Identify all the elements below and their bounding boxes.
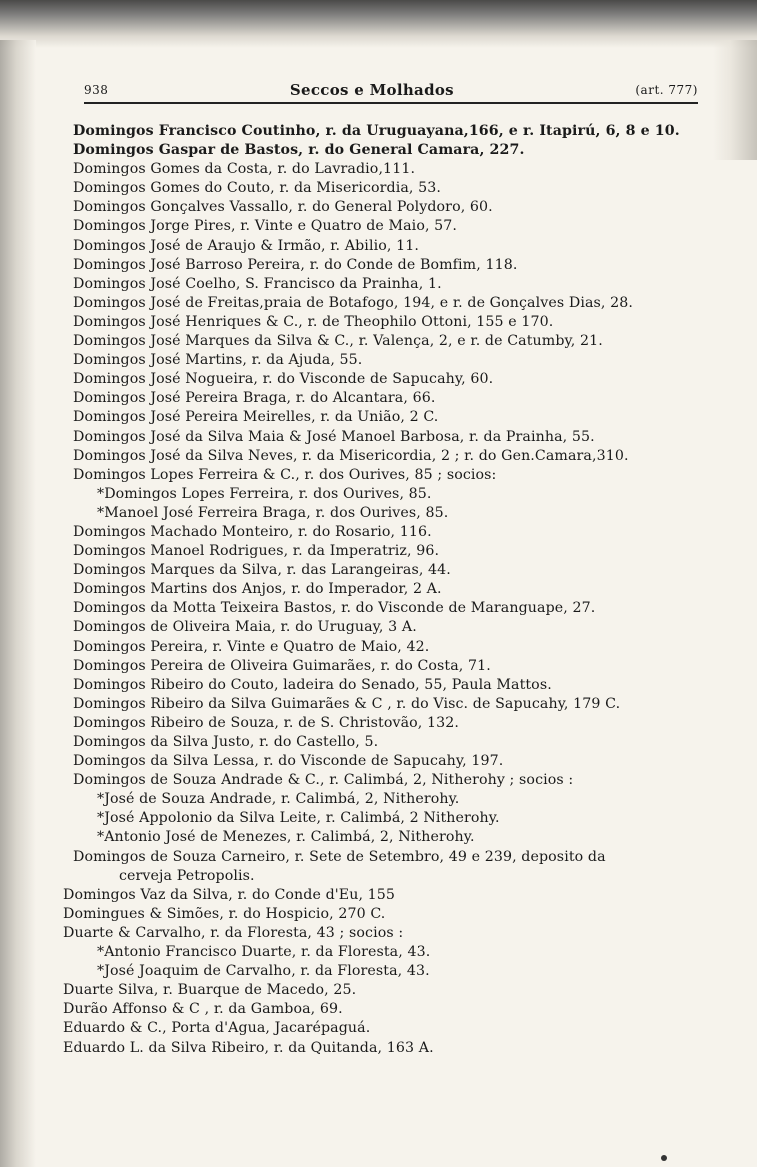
directory-entry: *Domingos Lopes Ferreira, r. dos Ourives, 85. (97, 485, 432, 502)
directory-entry: Domingos Jorge Pires, r. Vinte e Quatro de Maio, 57. (73, 218, 458, 235)
directory-entry: Domingos Machado Monteiro, r. do Rosario, 116. (73, 523, 432, 540)
directory-entry: Domingos José Coelho, S. Francisco da Prainha, 1. (73, 275, 442, 292)
page-speck (661, 1155, 667, 1161)
directory-entry: Domingos José de Araujo & Irmão, r. Abilio, 11. (73, 237, 419, 254)
directory-list (63, 122, 703, 1058)
directory-entry: Domingos da Silva Lessa, r. do Visconde de Sapucahy, 197. (73, 753, 504, 770)
directory-entry: Domingos José Martins, r. da Ajuda, 55. (73, 352, 363, 369)
page-top-shadow (0, 0, 757, 48)
directory-entry: Domingos Pereira, r. Vinte e Quatro de Maio, 42. (73, 638, 430, 655)
directory-entry: Domingos Gaspar de Bastos, r. do General Camara, 227. (73, 142, 525, 159)
directory-entry: Domingos Pereira de Oliveira Guimarães, r. do Costa, 71. (73, 657, 491, 674)
directory-entry: Domingos Marques da Silva, r. das Larangeiras, 44. (73, 562, 451, 579)
directory-entry: Domingos José Pereira Braga, r. do Alcantara, 66. (73, 390, 436, 407)
directory-entry: *Antonio José de Menezes, r. Calimbá, 2, Nitherohy. (97, 829, 475, 846)
directory-entry: Domingos Gomes do Couto, r. da Misericordia, 53. (73, 180, 441, 197)
directory-entry: Domingos Ribeiro de Souza, r. de S. Christovão, 132. (73, 714, 459, 731)
directory-entry: *Manoel José Ferreira Braga, r. dos Ourives, 85. (97, 504, 449, 521)
directory-entry: Domingos Manoel Rodrigues, r. da Imperatriz, 96. (73, 543, 440, 560)
directory-entry: *Antonio Francisco Duarte, r. da Floresta, 43. (97, 944, 431, 961)
directory-entry: Eduardo & C., Porta d'Agua, Jacarépaguá. (63, 1020, 371, 1037)
directory-entry: Domingos Martins dos Anjos, r. do Imperador, 2 A. (73, 581, 442, 598)
directory-entry: Domingos da Silva Justo, r. do Castello, 5. (73, 734, 379, 750)
page-title: Seccos e Molhados (289, 81, 454, 99)
directory-entry: Domingos Vaz da Silva, r. do Conde d'Eu, 155 (63, 886, 396, 903)
directory-entry: Durão Affonso & C , r. da Gamboa, 69. (63, 1001, 343, 1018)
directory-entry: Domingos de Souza Carneiro, r. Sete de Setembro, 49 e 239, deposito da (73, 848, 606, 865)
directory-entry: Domingos José Pereira Meirelles, r. da União, 2 C. (73, 409, 439, 426)
directory-entry: Domingos de Oliveira Maia, r. do Uruguay, 3 A. (73, 619, 417, 636)
directory-entry: Duarte & Carvalho, r. da Floresta, 43 ; socios : (63, 924, 404, 941)
directory-entry: Domingos José de Freitas,praia de Botafogo, 194, e r. de Gonçalves Dias, 28. (73, 294, 633, 311)
directory-entry: Domingos Gomes da Costa, r. do Lavradio,111. (73, 161, 416, 178)
directory-entry: Domingos de Souza Andrade & C., r. Calimbá, 2, Nitherohy ; socios : (73, 772, 574, 789)
directory-entry: Domingos José Marques da Silva & C., r. Valença, 2, e r. de Catumby, 21. (73, 333, 603, 350)
directory-entry: *José de Souza Andrade, r. Calimbá, 2, Nitherohy. (97, 791, 460, 808)
directory-entry: Domingos Francisco Coutinho, r. da Uruguayana,166, e r. Itapirú, 6, 8 e 10. (73, 123, 680, 139)
directory-entry: Domingos Lopes Ferreira & C., r. dos Ourives, 85 ; socios: (73, 466, 497, 483)
directory-entry: Domingos Ribeiro da Silva Guimarães & C , r. do Visc. de Sapucahy, 179 C. (73, 695, 621, 712)
page-number: 938 (84, 83, 109, 97)
page-left-binding (0, 40, 36, 1167)
directory-entry: Domingos José da Silva Maia & José Manoel Barbosa, r. da Prainha, 55. (73, 428, 595, 445)
directory-entry: Domingos José Barroso Pereira, r. do Conde de Bomfim, 118. (73, 256, 518, 273)
directory-entry: Eduardo L. da Silva Ribeiro, r. da Quitanda, 163 A. (63, 1039, 434, 1056)
directory-entry: *José Appolonio da Silva Leite, r. Calimbá, 2 Nitherohy. (97, 810, 500, 827)
directory-entry: Domingos da Motta Teixeira Bastos, r. do Visconde de Maranguape, 27. (73, 600, 596, 617)
page-header (84, 80, 698, 104)
directory-entry: *José Joaquim de Carvalho, r. da Floresta, 43. (97, 963, 430, 980)
page-right-shadow (713, 40, 757, 160)
directory-entry: Domingos José Henriques & C., r. de Theophilo Ottoni, 155 e 170. (73, 313, 554, 330)
article-reference: (art. 777) (635, 83, 698, 97)
directory-entry: Domingos Ribeiro do Couto, ladeira do Senado, 55, Paula Mattos. (73, 676, 552, 693)
directory-entry: Domingues & Simões, r. do Hospicio, 270 C. (63, 905, 386, 922)
directory-entry: Domingos José da Silva Neves, r. da Misericordia, 2 ; r. do Gen.Camara,310. (73, 447, 629, 464)
directory-entry: Domingos Gonçalves Vassallo, r. do General Polydoro, 60. (73, 199, 493, 216)
directory-entry: Duarte Silva, r. Buarque de Macedo, 25. (63, 982, 357, 999)
directory-entry: Domingos José Nogueira, r. do Visconde de Sapucahy, 60. (73, 371, 494, 388)
directory-entry: cerveja Petropolis. (119, 867, 255, 884)
